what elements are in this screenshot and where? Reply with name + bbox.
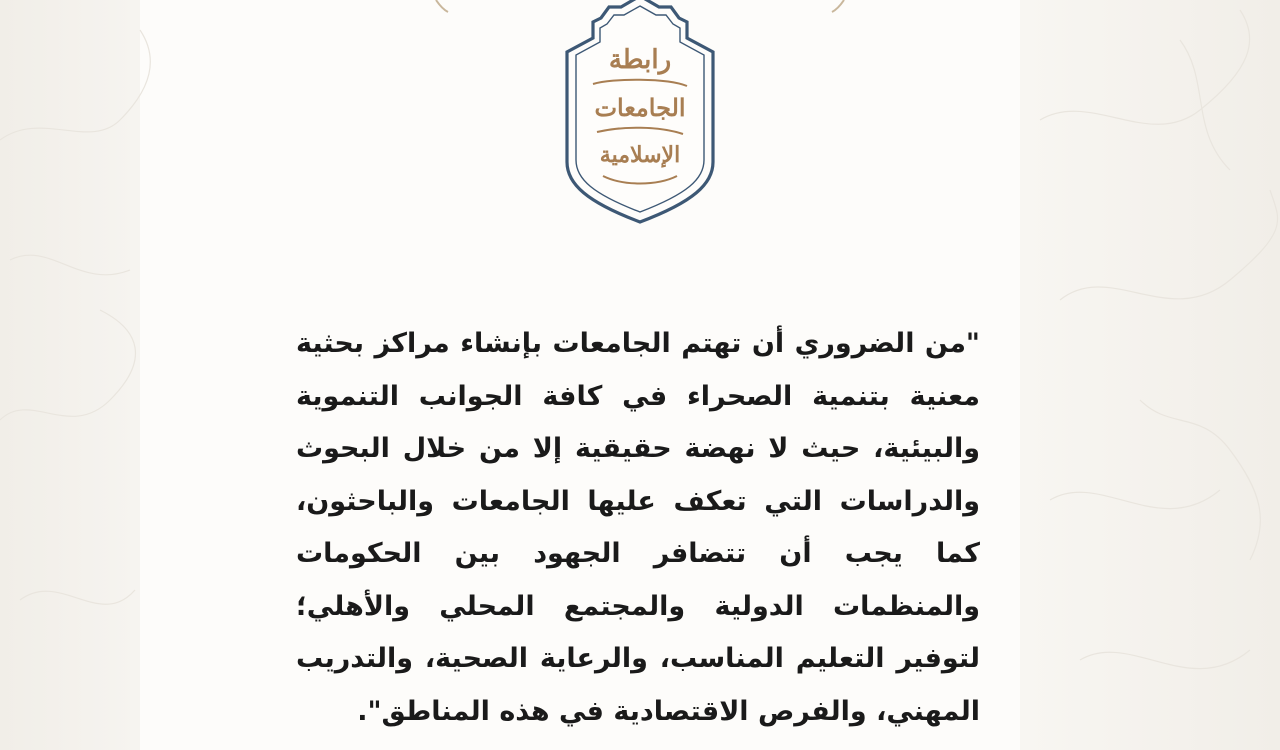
logo-line-3: الإسلامية	[599, 142, 681, 168]
quote-text: "من الضروري أن تهتم الجامعات بإنشاء مراكز بحثية معنية بتنمية الصحراء في كافة الجوانب التنموية والبيئية، حيث لا نهضة حقيقية إلا من خلال البحوث والدراسات التي تعكف عليها الجامعات والباحثون، كما يجب أن تتضافر الجهود بين الحكومات والمنظمات الدولية والمجتمع المحلي والأهلي؛ لتوفير التعليم المناسب، والرعاية الصحية، والتدريب المهني، والفرص الاقتصادية في هذه المناطق".	[296, 328, 980, 727]
university-league-logo	[563, 0, 717, 226]
logo-line-1: رابطة	[608, 45, 672, 75]
logo-line-2: الجامعات	[594, 93, 686, 122]
